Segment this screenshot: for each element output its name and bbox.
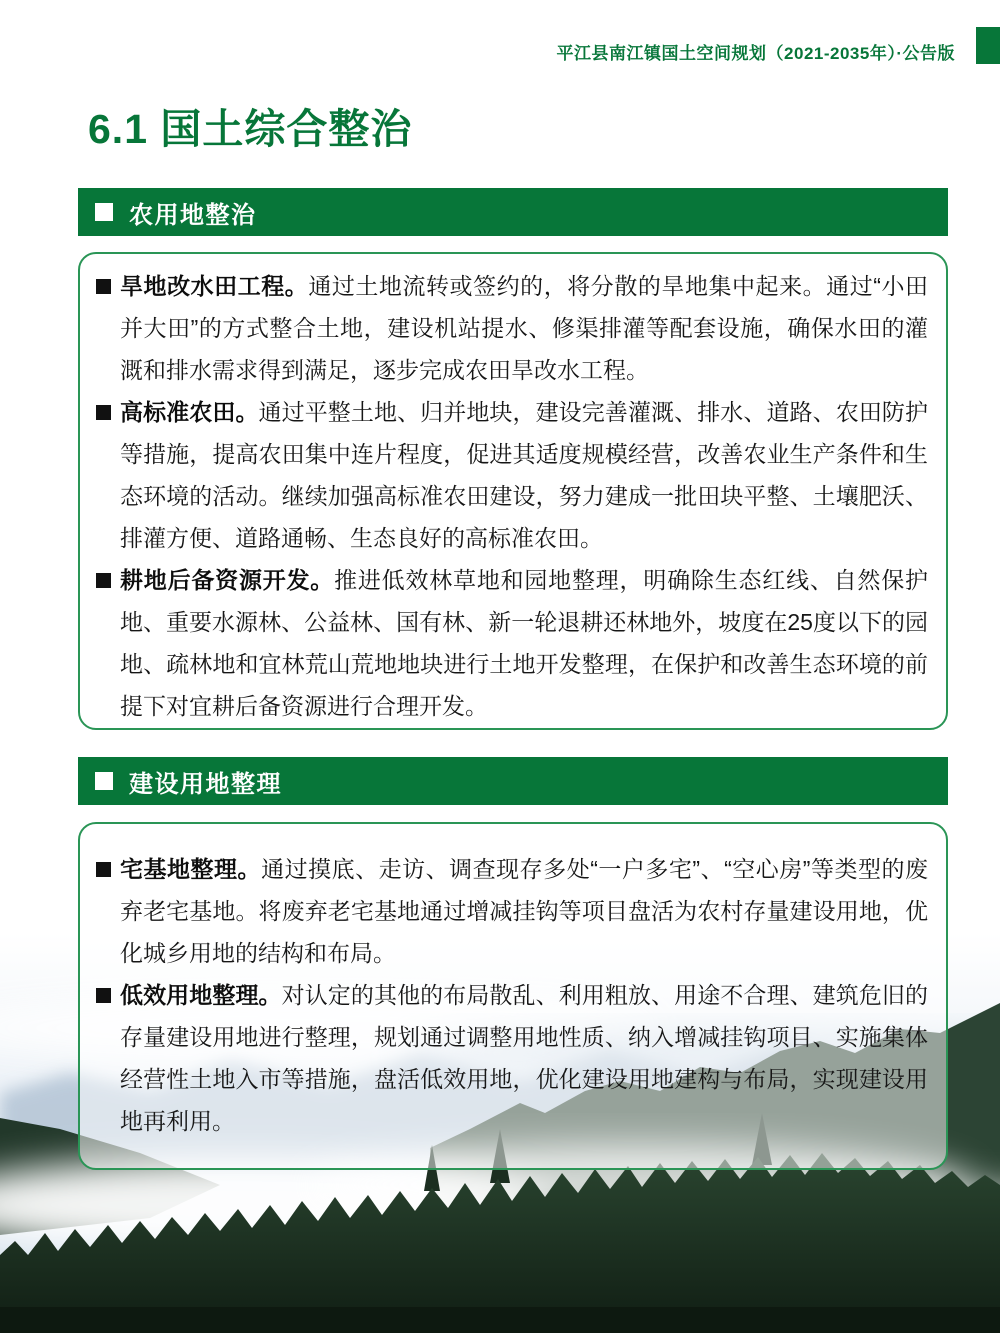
bullet-paragraph <box>120 391 928 559</box>
section-heading-label: 农用地整治 <box>129 201 257 229</box>
bullet-body: 对认定的其他的布局散乱、利用粗放、用途不合理、建筑危旧的存量建设用地进行整理，规划通过调整用地性质、纳入增减挂钩项目、实施集体经营性土地入市等措施，盘活低效用地，优化建设用地建构与布局，实现建设用地再利用。 <box>120 982 929 1134</box>
bullet-paragraph <box>120 265 928 391</box>
bullet-body: 推进低效林草地和园地整理，明确除生态红线、自然保护地、重要水源林、公益林、国有林、新一轮退耕还林地外，坡度在25度以下的园地、疏林地和宜林荒山荒地地块进行土地开发整理，在保护和改善生态环境的前提下对宜耕后备资源进行合理开发。 <box>120 567 929 719</box>
content-box-agricultural-land <box>78 252 948 730</box>
page-title: 6.1 国土综合整治 <box>88 106 413 152</box>
bullet-square-icon <box>96 405 111 420</box>
bullet-term: 旱地改水田工程。 <box>120 273 309 299</box>
bullet-term: 宅基地整理。 <box>120 856 262 882</box>
bullet-body: 通过平整土地、归并地块，建设完善灌溉、排水、道路、农田防护等措施，提高农田集中连片程度，促进其适度规模经营，改善农业生产条件和生态环境的活动。继续加强高标准农田建设，努力建成一批田块平整、土壤肥沃、排灌方便、道路通畅、生态良好的高标准农田。 <box>120 399 929 551</box>
bullet-body: 通过摸底、走访、调查现存多处“一户多宅”、“空心房”等类型的废弃老宅基地。将废弃老宅基地通过增减挂钩等项目盘活为农村存量建设用地，优化城乡用地的结构和布局。 <box>120 856 928 966</box>
section-banner-agricultural-land <box>78 188 948 236</box>
bullet-paragraph <box>120 848 928 974</box>
white-square-icon <box>95 772 113 790</box>
bullet-square-icon <box>96 862 111 877</box>
list-item <box>96 559 928 727</box>
bullet-term: 低效用地整理。 <box>120 982 282 1008</box>
list-item <box>96 265 928 391</box>
bullet-square-icon <box>96 988 111 1003</box>
white-square-icon <box>95 203 113 221</box>
bullet-body: 通过土地流转或签约的，将分散的旱地集中起来。通过“小田并大田”的方式整合土地，建设机站提水、修渠排灌等配套设施，确保水田的灌溉和排水需求得到满足，逐步完成农田旱改水工程。 <box>120 273 928 383</box>
bullet-paragraph <box>120 974 928 1142</box>
content-box-construction-land <box>78 822 948 1170</box>
section-banner-construction-land <box>78 757 948 805</box>
header-title: 平江县南江镇国土空间规划（2021-2035年）·公告版 <box>556 44 955 63</box>
list-item <box>96 391 928 559</box>
corner-accent-square <box>976 27 1000 64</box>
bullet-term: 高标准农田。 <box>120 399 259 425</box>
list-item <box>96 974 928 1142</box>
bullet-paragraph <box>120 559 928 727</box>
bullet-square-icon <box>96 573 111 588</box>
list-item <box>96 848 928 974</box>
bullet-square-icon <box>96 279 111 294</box>
section-heading-label: 建设用地整理 <box>129 770 282 798</box>
bullet-term: 耕地后备资源开发。 <box>120 567 335 593</box>
